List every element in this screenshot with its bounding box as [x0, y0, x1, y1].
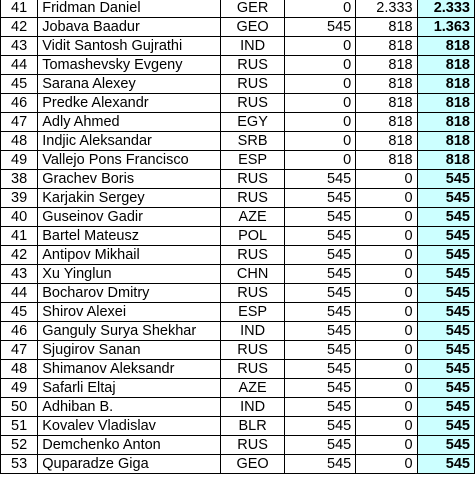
rank-cell[interactable]: 38	[1, 170, 38, 189]
total-points-cell[interactable]: 818	[417, 94, 474, 113]
points-cell-2[interactable]: 818	[356, 18, 417, 37]
points-cell-1[interactable]: 545	[284, 341, 355, 360]
rank-cell[interactable]: 45	[1, 303, 38, 322]
points-cell-2[interactable]: 0	[356, 322, 417, 341]
player-name-cell[interactable]: Jobava Baadur	[38, 18, 221, 37]
table-row	[1, 170, 475, 189]
total-points-cell[interactable]: 545	[417, 208, 474, 227]
player-name-cell[interactable]: Guseinov Gadir	[38, 208, 221, 227]
federation-cell[interactable]: ESP	[221, 303, 284, 322]
total-points-cell[interactable]: 545	[417, 284, 474, 303]
rank-cell[interactable]: 47	[1, 113, 38, 132]
table-row	[1, 227, 475, 246]
points-cell-2[interactable]: 0	[356, 265, 417, 284]
federation-cell[interactable]: BLR	[221, 417, 284, 436]
total-points-cell[interactable]: 818	[417, 113, 474, 132]
points-cell-1[interactable]: 545	[284, 189, 355, 208]
points-cell-2[interactable]: 0	[356, 246, 417, 265]
rank-cell[interactable]: 45	[1, 75, 38, 94]
rank-cell[interactable]: 49	[1, 151, 38, 170]
points-cell-2[interactable]: 0	[356, 227, 417, 246]
points-cell-1[interactable]: 545	[284, 208, 355, 227]
points-cell-1[interactable]: 0	[284, 56, 355, 75]
table-row	[1, 303, 475, 322]
table-row	[1, 37, 475, 56]
federation-cell[interactable]: CHN	[221, 265, 284, 284]
rank-cell[interactable]: 41	[1, 227, 38, 246]
rank-cell[interactable]: 47	[1, 341, 38, 360]
points-cell-2[interactable]: 818	[356, 151, 417, 170]
points-cell-2[interactable]: 818	[356, 37, 417, 56]
federation-cell[interactable]: RUS	[221, 341, 284, 360]
player-name-cell[interactable]: Adhiban B.	[38, 398, 221, 417]
points-cell-2[interactable]: 0	[356, 379, 417, 398]
player-name-cell[interactable]: Karjakin Sergey	[38, 189, 221, 208]
total-points-cell[interactable]: 818	[417, 56, 474, 75]
points-cell-2[interactable]: 0	[356, 189, 417, 208]
table-row	[1, 56, 475, 75]
points-cell-2[interactable]: 0	[356, 208, 417, 227]
table-row	[1, 436, 475, 455]
points-cell-1[interactable]: 545	[284, 246, 355, 265]
total-points-cell[interactable]: 545	[417, 189, 474, 208]
points-cell-1[interactable]: 0	[284, 132, 355, 151]
total-points-cell[interactable]: 545	[417, 360, 474, 379]
federation-cell[interactable]: SRB	[221, 132, 284, 151]
federation-cell[interactable]: EGY	[221, 113, 284, 132]
rank-cell[interactable]: 52	[1, 436, 38, 455]
rank-cell[interactable]: 42	[1, 18, 38, 37]
points-cell-1[interactable]: 545	[284, 265, 355, 284]
player-name-cell[interactable]: Antipov Mikhail	[38, 246, 221, 265]
rank-cell[interactable]: 46	[1, 322, 38, 341]
points-cell-1[interactable]: 0	[284, 0, 355, 18]
points-cell-1[interactable]: 0	[284, 37, 355, 56]
points-cell-2[interactable]: 0	[356, 398, 417, 417]
points-cell-1[interactable]: 0	[284, 113, 355, 132]
total-points-cell[interactable]: 818	[417, 75, 474, 94]
total-points-cell[interactable]: 545	[417, 265, 474, 284]
federation-cell[interactable]: AZE	[221, 379, 284, 398]
federation-cell[interactable]: RUS	[221, 94, 284, 113]
points-cell-2[interactable]: 818	[356, 94, 417, 113]
table-row	[1, 265, 475, 284]
rank-cell[interactable]: 53	[1, 455, 38, 474]
rank-cell[interactable]: 39	[1, 189, 38, 208]
player-name-cell[interactable]: Shirov Alexei	[38, 303, 221, 322]
federation-cell[interactable]: RUS	[221, 170, 284, 189]
total-points-cell[interactable]: 545	[417, 455, 474, 474]
rank-cell[interactable]: 51	[1, 417, 38, 436]
table-row	[1, 322, 475, 341]
rank-cell[interactable]: 50	[1, 398, 38, 417]
total-points-cell[interactable]: 2.333	[417, 0, 474, 18]
federation-cell[interactable]: GEO	[221, 455, 284, 474]
points-cell-1[interactable]: 545	[284, 227, 355, 246]
player-name-cell[interactable]: Sarana Alexey	[38, 75, 221, 94]
points-cell-1[interactable]: 545	[284, 18, 355, 37]
total-points-cell[interactable]: 545	[417, 322, 474, 341]
total-points-cell[interactable]: 818	[417, 37, 474, 56]
player-name-cell[interactable]: Fridman Daniel	[38, 0, 221, 18]
total-points-cell[interactable]: 545	[417, 436, 474, 455]
total-points-cell[interactable]: 545	[417, 170, 474, 189]
points-cell-2[interactable]: 0	[356, 360, 417, 379]
rank-cell[interactable]: 46	[1, 94, 38, 113]
points-cell-2[interactable]: 0	[356, 284, 417, 303]
federation-cell[interactable]: RUS	[221, 360, 284, 379]
player-name-cell[interactable]: Safarli Eltaj	[38, 379, 221, 398]
rank-cell[interactable]: 42	[1, 246, 38, 265]
federation-cell[interactable]: RUS	[221, 436, 284, 455]
points-cell-1[interactable]: 0	[284, 151, 355, 170]
federation-cell[interactable]: RUS	[221, 56, 284, 75]
points-cell-1[interactable]: 545	[284, 360, 355, 379]
player-name-cell[interactable]: Vallejo Pons Francisco	[38, 151, 221, 170]
points-cell-2[interactable]: 0	[356, 170, 417, 189]
total-points-cell[interactable]: 545	[417, 379, 474, 398]
rank-cell[interactable]: 44	[1, 284, 38, 303]
table-row	[1, 189, 475, 208]
table-row	[1, 246, 475, 265]
table-row	[1, 0, 475, 18]
total-points-cell[interactable]: 545	[417, 417, 474, 436]
rank-cell[interactable]: 49	[1, 379, 38, 398]
table-row	[1, 94, 475, 113]
points-cell-2[interactable]: 0	[356, 303, 417, 322]
points-cell-2[interactable]: 0	[356, 436, 417, 455]
player-name-cell[interactable]: Adly Ahmed	[38, 113, 221, 132]
points-cell-1[interactable]: 545	[284, 322, 355, 341]
rank-cell[interactable]: 40	[1, 208, 38, 227]
rank-cell[interactable]: 44	[1, 56, 38, 75]
federation-cell[interactable]: POL	[221, 227, 284, 246]
table-row	[1, 341, 475, 360]
table-row	[1, 398, 475, 417]
points-cell-2[interactable]: 818	[356, 113, 417, 132]
rank-cell[interactable]: 43	[1, 265, 38, 284]
points-cell-1[interactable]: 545	[284, 455, 355, 474]
points-cell-1[interactable]: 545	[284, 436, 355, 455]
federation-cell[interactable]: RUS	[221, 284, 284, 303]
table-row	[1, 132, 475, 151]
points-cell-2[interactable]: 2.333	[356, 0, 417, 18]
points-cell-2[interactable]: 818	[356, 75, 417, 94]
points-cell-1[interactable]: 0	[284, 94, 355, 113]
points-cell-2[interactable]: 818	[356, 132, 417, 151]
player-name-cell[interactable]: Bartel Mateusz	[38, 227, 221, 246]
player-name-cell[interactable]: Xu Yinglun	[38, 265, 221, 284]
total-points-cell[interactable]: 818	[417, 151, 474, 170]
federation-cell[interactable]: IND	[221, 398, 284, 417]
player-name-cell[interactable]: Sjugirov Sanan	[38, 341, 221, 360]
total-points-cell[interactable]: 545	[417, 303, 474, 322]
player-name-cell[interactable]: Quparadze Giga	[38, 455, 221, 474]
rank-cell[interactable]: 48	[1, 360, 38, 379]
federation-cell[interactable]: AZE	[221, 208, 284, 227]
table-row	[1, 151, 475, 170]
player-name-cell[interactable]: Kovalev Vladislav	[38, 417, 221, 436]
federation-cell[interactable]: GER	[221, 0, 284, 18]
points-cell-1[interactable]: 545	[284, 303, 355, 322]
points-cell-2[interactable]: 818	[356, 56, 417, 75]
player-name-cell[interactable]: Predke Alexandr	[38, 94, 221, 113]
table-row	[1, 360, 475, 379]
table-row	[1, 417, 475, 436]
table-row	[1, 455, 475, 474]
points-cell-2[interactable]: 0	[356, 341, 417, 360]
points-cell-1[interactable]: 545	[284, 170, 355, 189]
table-row	[1, 75, 475, 94]
ranking-table-body	[1, 0, 475, 474]
federation-cell[interactable]: IND	[221, 322, 284, 341]
points-cell-2[interactable]: 0	[356, 417, 417, 436]
rank-cell[interactable]: 41	[1, 0, 38, 18]
total-points-cell[interactable]: 545	[417, 246, 474, 265]
table-row	[1, 284, 475, 303]
total-points-cell[interactable]: 545	[417, 341, 474, 360]
points-cell-1[interactable]: 545	[284, 379, 355, 398]
player-name-cell[interactable]: Demchenko Anton	[38, 436, 221, 455]
total-points-cell[interactable]: 1.363	[417, 18, 474, 37]
points-cell-1[interactable]: 545	[284, 417, 355, 436]
player-name-cell[interactable]: Bocharov Dmitry	[38, 284, 221, 303]
federation-cell[interactable]: ESP	[221, 151, 284, 170]
points-cell-2[interactable]: 0	[356, 455, 417, 474]
federation-cell[interactable]: RUS	[221, 75, 284, 94]
points-cell-1[interactable]: 0	[284, 75, 355, 94]
points-cell-1[interactable]: 545	[284, 284, 355, 303]
federation-cell[interactable]: IND	[221, 37, 284, 56]
total-points-cell[interactable]: 818	[417, 132, 474, 151]
table-row	[1, 208, 475, 227]
points-cell-1[interactable]: 545	[284, 398, 355, 417]
rank-cell[interactable]: 48	[1, 132, 38, 151]
federation-cell[interactable]: RUS	[221, 189, 284, 208]
player-name-cell[interactable]: Shimanov Aleksandr	[38, 360, 221, 379]
total-points-cell[interactable]: 545	[417, 227, 474, 246]
player-name-cell[interactable]: Grachev Boris	[38, 170, 221, 189]
player-name-cell[interactable]: Tomashevsky Evgeny	[38, 56, 221, 75]
player-name-cell[interactable]: Vidit Santosh Gujrathi	[38, 37, 221, 56]
rank-cell[interactable]: 43	[1, 37, 38, 56]
player-name-cell[interactable]: Indjic Aleksandar	[38, 132, 221, 151]
player-name-cell[interactable]: Ganguly Surya Shekhar	[38, 322, 221, 341]
federation-cell[interactable]: GEO	[221, 18, 284, 37]
table-row	[1, 113, 475, 132]
total-points-cell[interactable]: 545	[417, 398, 474, 417]
table-row	[1, 379, 475, 398]
federation-cell[interactable]: RUS	[221, 246, 284, 265]
table-row	[1, 18, 475, 37]
